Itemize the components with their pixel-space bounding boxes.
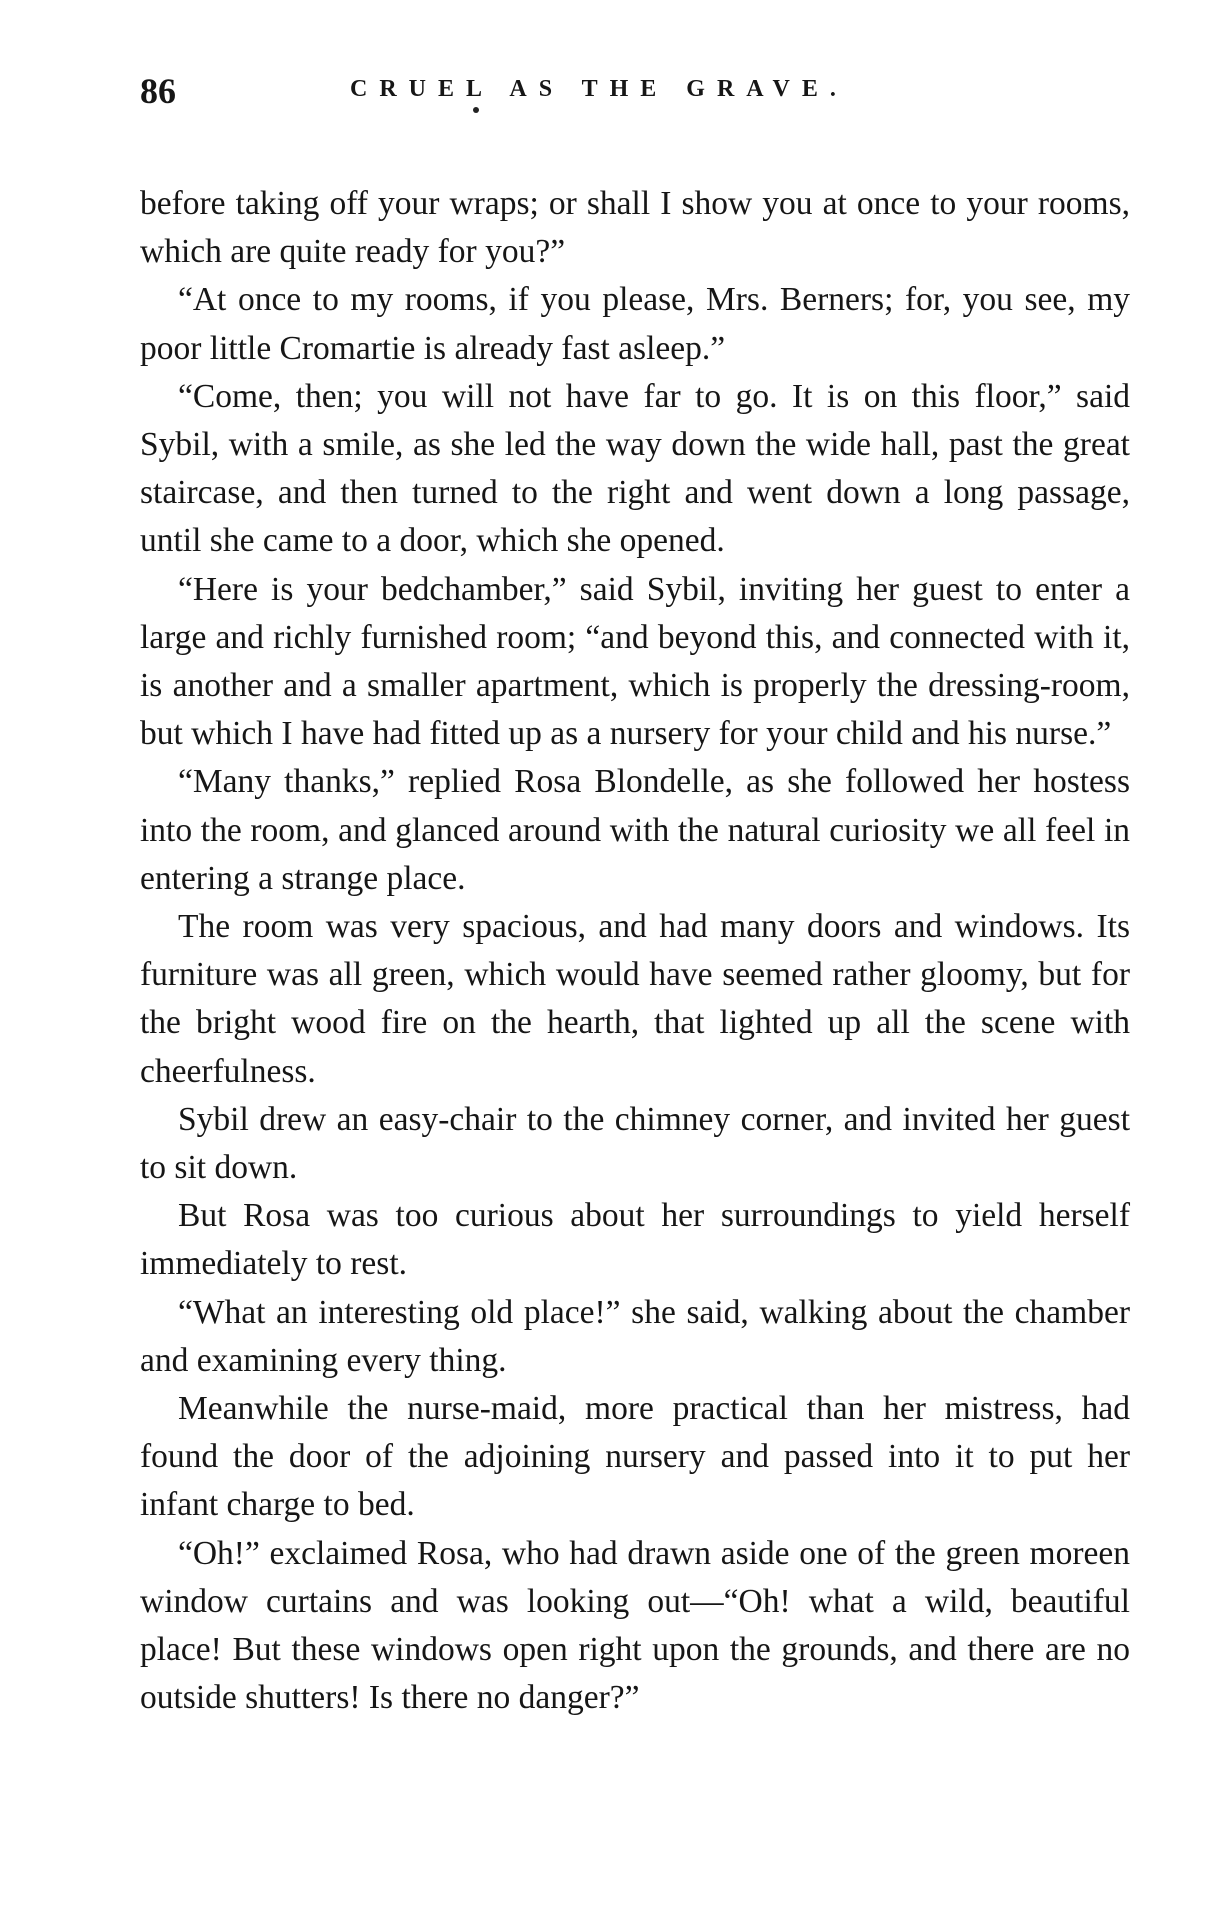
paragraph: before taking off your wraps; or shall I show you at once to your rooms, which are quite ready for you?” [140,185,1130,271]
body-text [140,180,1130,1723]
paragraph: “What an interesting old place!” she said, walking about the chamber and examining every thing. [140,1293,1130,1379]
paragraph: “Here is your bedchamber,” said Sybil, inviting her guest to enter a large and richly furnished room; “and beyond this, and connected with it, is another and a smaller apartment, which is properly the dressing-room, but which I have had fitted up as a nursery for your child and his nurse.” [140,570,1130,753]
paragraph: “Many thanks,” replied Rosa Blondelle, as she followed her hostess into the room, and glanced around with the natural curiosity we all feel in entering a strange place. [140,763,1130,897]
paragraph: Sybil drew an easy-chair to the chimney corner, and invited her guest to sit down. [140,1100,1130,1187]
paragraph: But Rosa was too curious about her surroundings to yield herself immediately to rest. [140,1197,1130,1283]
paragraph: The room was very spacious, and had many doors and windows. Its furniture was all green, which would have seemed rather gloomy, but for the bright wood fire on the hearth, that lighted up all the scene with cheerfulness. [140,908,1130,1090]
paragraph: “Come, then; you will not have far to go. It is on this floor,” said Sybil, with a smile, as she led the way down the wide hall, past the great staircase, and then turned to the right and went down a long passage, until she came to a door, which she opened. [140,377,1130,560]
book-page [140,60,1130,1723]
paragraph: “At once to my rooms, if you please, Mrs. Berners; for, you see, my poor little Cromartie is already fast asleep.” [140,281,1130,367]
running-title: CRUEL AS THE GRAVE. [350,76,848,102]
ink-dot [473,107,479,113]
page-header [140,60,1130,120]
page-number: 86 [140,71,176,111]
paragraph: Meanwhile the nurse-maid, more practical than her mistress, had found the door of the adjoining nursery and passed into it to put her infant charge to bed. [140,1390,1130,1524]
paragraph: “Oh!” exclaimed Rosa, who had drawn aside one of the green moreen window curtains and was looking out—“Oh! what a wild, beautiful place! But these windows open right upon the grounds, and there are no outside shutters! Is there no danger?” [140,1534,1130,1717]
